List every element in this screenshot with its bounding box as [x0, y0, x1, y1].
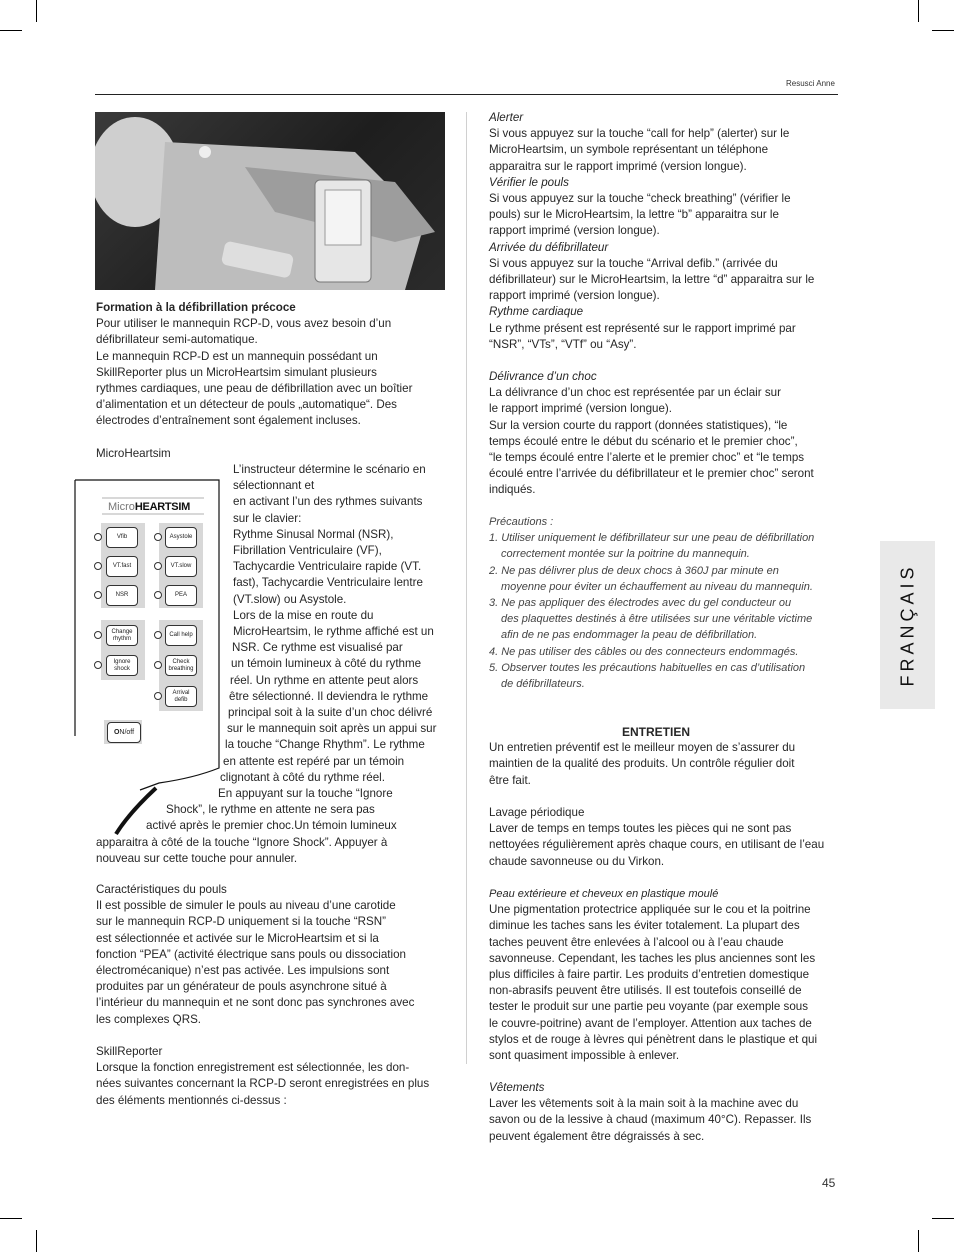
led-pea	[154, 591, 162, 599]
crop-mark	[36, 0, 37, 22]
precaution-line: 5. Observer toutes les précautions habituelles en cas d’utilisation	[489, 661, 806, 674]
heading-arrivee: Arrivée du défibrillateur	[489, 240, 609, 254]
power-key[interactable]	[107, 722, 141, 743]
para-line: Sur la version courte du rapport (données statistiques), “le	[489, 418, 788, 432]
heading-peau: Peau extérieure et cheveux en plastique moulé	[489, 888, 719, 900]
para-line: Le mannequin RCP-D est un mannequin possédant un	[96, 349, 378, 363]
para-line: l’intérieur du mannequin et ne sont donc pas synchrones avec	[96, 996, 415, 1010]
section-skillreporter	[96, 1044, 446, 1109]
para-line: le couvre-poitrine) avant de l’employer. Attention aux taches de	[489, 1016, 812, 1030]
header-rule	[95, 94, 838, 95]
section-lavage	[489, 805, 849, 870]
heading-verifier: Vérifier le pouls	[489, 175, 569, 189]
para-line: un témoin lumineux à côté du rythme	[231, 657, 422, 671]
para-line: Une pigmentation protectrice appliquée sur le cou et la poitrine	[489, 903, 811, 917]
para-line: Il est possible de simuler le pouls au niveau d’une carotide	[96, 899, 396, 913]
section-formation	[96, 300, 446, 430]
section-entretien	[489, 724, 849, 789]
heading-entretien: ENTRETIEN	[622, 725, 691, 739]
led-change-rhythm	[94, 631, 102, 639]
para-line: rapport imprimé (version longue).	[489, 289, 660, 303]
para-line: Lors de la mise en route du	[233, 608, 374, 622]
column-divider	[466, 112, 467, 1064]
para-line: SkillReporter plus un MicroHeartsim simulant plusieurs	[96, 365, 377, 379]
heading-rythme: Rythme cardiaque	[489, 305, 584, 319]
power-icon: O	[113, 729, 120, 736]
crop-mark	[932, 1218, 954, 1219]
para-line: principal soit à la suite d’un choc délivré	[228, 706, 433, 720]
para-line: apparaitra sur le rapport imprimé (version longue).	[489, 159, 747, 173]
heading-skillreporter: SkillReporter	[96, 1045, 163, 1058]
microheartsim-text	[0, 462, 450, 867]
precaution-line: correctement montée sur la poitrine du mannequin.	[501, 548, 750, 561]
key-change-rhythm[interactable]: Change rhythm	[106, 625, 138, 646]
precaution-item	[489, 563, 849, 595]
precaution-line: 3. Ne pas appliquer des électrodes avec du gel conducteur ou	[489, 597, 792, 610]
para-line: en activant l’un des rythmes suivants	[233, 495, 423, 509]
brand-light: Micro	[108, 501, 135, 513]
para-line: nettoyées régulièrement après chaque cours, en utilisant de l’eau	[489, 838, 825, 852]
para-line: en attente est repéré par un témoin	[223, 754, 405, 768]
led-check-breathing	[154, 661, 162, 669]
heading-lavage: Lavage périodique	[489, 806, 585, 819]
para-line: des éléments mentionnés ci-dessus :	[96, 1093, 287, 1107]
para-line: taches peuvent être enlevées à l’alcool ou à l’eau chaude	[489, 935, 784, 949]
para-line: est sélectionnée et activée sur le MicroHeartsim et si la	[96, 931, 379, 945]
para-line: “le temps écoulé entre l’alerte et le premier choc” et “le temps	[489, 451, 805, 465]
para-line: savon ou de la lessive à chaud (maximum 40°C). Repasser. Ils	[489, 1113, 812, 1127]
para-line: sur le mannequin soit après un appui sur	[227, 722, 437, 736]
crop-mark	[36, 1230, 37, 1252]
para-line: défibrillateur semi-automatique.	[96, 333, 258, 347]
heading-microheartsim: MicroHeartsim	[96, 447, 171, 460]
para-line: Si vous appuyez sur la touche “Arrival defib.” (arrivée du	[489, 256, 778, 270]
led-vfib	[94, 533, 102, 541]
key-call-help[interactable]: Call help	[165, 625, 197, 646]
para-line: être sélectionné. Il deviendra le rythme	[229, 689, 429, 703]
precaution-line: afin de ne pas endommager la peau de défibrillation.	[501, 629, 758, 642]
para-line: Rythme Sinusal Normal (NSR),	[233, 527, 394, 541]
para-line: Fibrillation Ventriculaire (VF),	[233, 544, 382, 558]
led-call-help	[154, 631, 162, 639]
para-line: fonction “PEA” (activité électrique sans pouls ou dissociation	[96, 947, 406, 961]
crop-mark	[0, 30, 22, 31]
para-line: plus difficiles à faire partir. Les produits d’entretien domestique	[489, 968, 810, 982]
para-line: écoulé entre l’arrivée du défibrillateur et le premier choc” seront	[489, 467, 814, 481]
para-line: Shock”, le rythme en attente ne sera pas	[166, 803, 375, 817]
para-line: peuvent également être dégraissés à sec.	[489, 1129, 705, 1143]
para-line: fast), Tachycardie Ventriculaire lentre	[233, 576, 423, 590]
crop-mark	[918, 0, 919, 22]
section-delivrance	[489, 369, 849, 499]
key-vtslow[interactable]: VT.slow	[165, 556, 197, 577]
para-line: temps écoulé entre le début du scénario et le premier choc”,	[489, 434, 798, 448]
section-alerter-to-rythme	[489, 110, 849, 353]
heading-pouls: Caractéristiques du pouls	[96, 883, 227, 896]
key-asystole[interactable]: Asystole	[165, 527, 197, 548]
para-line: nouveau sur cette touche pour annuler.	[96, 851, 298, 865]
para-line: la touche “Change Rhythm”. Le rythme	[225, 738, 425, 752]
section-vetements	[489, 1080, 849, 1145]
precaution-line: 4. Ne pas utiliser des câbles ou des connecteurs endommagés.	[489, 645, 799, 658]
para-line: Si vous appuyez sur la touche “call for help” (alerter) sur le	[489, 127, 790, 141]
language-tab	[880, 541, 935, 709]
key-check-breathing[interactable]: Check breathing	[165, 655, 197, 676]
para-line: être fait.	[489, 773, 531, 787]
crop-mark	[918, 1230, 919, 1252]
para-line: pouls) sur le MicroHeartsim, la lettre “b” apparaitra sur le	[489, 208, 779, 222]
para-line: Tachycardie Ventriculaire rapide (VT.	[233, 560, 422, 574]
manikin-photo	[95, 112, 445, 290]
para-line: rythmes cardiaques, une peau de défibrillation avec un boîtier	[96, 382, 413, 396]
para-line: sur le mannequin RCP-D uniquement si la touche “RSN”	[96, 915, 386, 929]
section-peau	[489, 886, 849, 1064]
para-line: rapport imprimé (version longue).	[489, 224, 660, 238]
page-number: 45	[822, 1176, 836, 1190]
led-nsr	[94, 591, 102, 599]
led-vtslow	[154, 562, 162, 570]
section-pouls	[96, 882, 446, 1028]
precaution-item	[489, 530, 849, 562]
para-line: Le rythme présent est représenté sur le rapport imprimé par	[489, 321, 796, 335]
para-line: maintien de la qualité des produits. Un contrôle régulier doit	[489, 757, 795, 771]
para-line: stylos et de rouge à lèvres qui pénètrent dans le plastique et qui	[489, 1032, 818, 1046]
key-nsr[interactable]: NSR	[106, 585, 138, 606]
language-tab-label: FRANÇAIS	[897, 563, 917, 687]
para-line: MicroHeartsim, le rythme affiché est un	[233, 625, 434, 639]
para-line: sélectionnant et	[233, 479, 315, 493]
para-line: tester le produit sur une partie peu voyante (par exemple sous	[489, 1000, 809, 1014]
para-line: clignotant à côté du rythme réel.	[220, 770, 385, 784]
para-line: sur le clavier:	[233, 511, 302, 525]
running-title: Resusci Anne	[786, 79, 835, 88]
key-pea[interactable]: PEA	[165, 585, 197, 606]
precaution-item	[489, 644, 849, 660]
para-line: nées suivantes concernant la RCP-D seront enregistrées en plus	[96, 1077, 430, 1091]
led-arrival-defib	[154, 692, 162, 700]
para-line: “NSR”, “VTs”, “VTf” ou “Asy”.	[489, 337, 637, 351]
para-line: En appuyant sur la touche “Ignore	[218, 787, 393, 801]
para-line: diminue les taches sans les éviter totalement. La plupart des	[489, 919, 800, 933]
para-line: (VT.slow) ou Asystole.	[233, 592, 347, 606]
led-ignore-shock	[94, 661, 102, 669]
section-precautions	[489, 514, 849, 692]
brand-bold: HEARTSIM	[134, 501, 190, 513]
para-line: réel. Un rythme en attente peut alors	[230, 673, 419, 687]
para-line: MicroHeartsim, un symbole représentant un téléphone	[489, 143, 769, 157]
para-line: Laver les vêtements soit à la main soit à la machine avec du	[489, 1097, 799, 1111]
crop-mark	[0, 1218, 22, 1219]
para-line: L’instructeur détermine le scénario en	[233, 463, 426, 476]
para-line: électrodes d’entraînement sont également incluses.	[96, 414, 361, 428]
precaution-line: 1. Utiliser uniquement le défibrillateur sur une peau de défibrillation	[489, 532, 815, 545]
precaution-line: moyenne pour éviter un échauffement au niveau du mannequin.	[501, 580, 813, 593]
para-line: activé après le premier choc.Un témoin lumineux	[146, 819, 397, 833]
para-line: produites par un générateur de pouls asynchrone situé à	[96, 980, 387, 994]
para-line: savonneuse. Cependant, les taches les plus anciennes sont les	[489, 951, 816, 965]
led-asystole	[154, 533, 162, 541]
key-arrival-defib[interactable]: Arrival defib	[165, 686, 197, 707]
key-ignore-shock[interactable]: Ignore shock	[106, 655, 138, 676]
para-line: Un entretien préventif est le meilleur moyen de s’assurer du	[489, 741, 796, 755]
para-line: le rapport imprimé (version longue).	[489, 402, 672, 416]
device-brand	[108, 501, 190, 513]
precaution-line: de défibrillateurs.	[501, 678, 585, 691]
heading-vetements: Vêtements	[489, 1081, 545, 1094]
precaution-line: 2. Ne pas délivrer plus de deux chocs à 360J par minute en	[489, 564, 779, 577]
para-line: indiqués.	[489, 483, 536, 497]
para-line: apparaitra à côté de la touche “Ignore Shock”. Appuyer à	[96, 835, 388, 849]
microheartsim-device	[74, 478, 224, 838]
led-vtfast	[94, 562, 102, 570]
para-line: Pour utiliser le mannequin RCP-D, vous avez besoin d’un	[96, 317, 392, 331]
precaution-item	[489, 595, 849, 644]
para-line: non-abrasifs peuvent être utilisés. Il est toutefois conseillé de	[489, 984, 802, 998]
key-vtfast[interactable]: VT.fast	[106, 556, 138, 577]
para-line: Lorsque la fonction enregistrement est sélectionnée, les don-	[96, 1061, 410, 1075]
power-key-label: N/off	[119, 729, 135, 736]
heading-formation: Formation à la défibrillation précoce	[96, 301, 296, 314]
para-line: sont quasiment impossible à enlever.	[489, 1049, 680, 1063]
para-line: défibrillateur) sur le MicroHeartsim, la lettre “d” apparaitra sur le	[489, 273, 815, 287]
para-line: NSR. Ce rythme est visualisé par	[232, 641, 403, 655]
crop-mark	[932, 30, 954, 31]
para-line: les complexes QRS.	[96, 1012, 202, 1026]
heading-alerter: Alerter	[489, 111, 524, 124]
para-line: Si vous appuyez sur la touche “check breathing” (vérifier le	[489, 192, 791, 206]
para-line: La délivrance d’un choc est représentée par un éclair sur	[489, 386, 781, 400]
para-line: Laver de temps en temps toutes les pièces qui ne sont pas	[489, 822, 792, 836]
heading-precautions: Précautions :	[489, 516, 554, 528]
para-line: électromécanique) n’est pas activée. Les impulsions sont	[96, 964, 390, 978]
heading-delivrance: Délivrance d’un choc	[489, 370, 597, 383]
para-line: d’alimentation et un détecteur de pouls „automatique“. Des	[96, 398, 397, 412]
key-vfib[interactable]: Vfib	[106, 527, 138, 548]
para-line: chaude savonneuse ou du Virkon.	[489, 854, 665, 868]
precaution-item	[489, 660, 849, 692]
precaution-line: des plaquettes destinés à être utilisées sur une véritable victime	[501, 613, 813, 626]
